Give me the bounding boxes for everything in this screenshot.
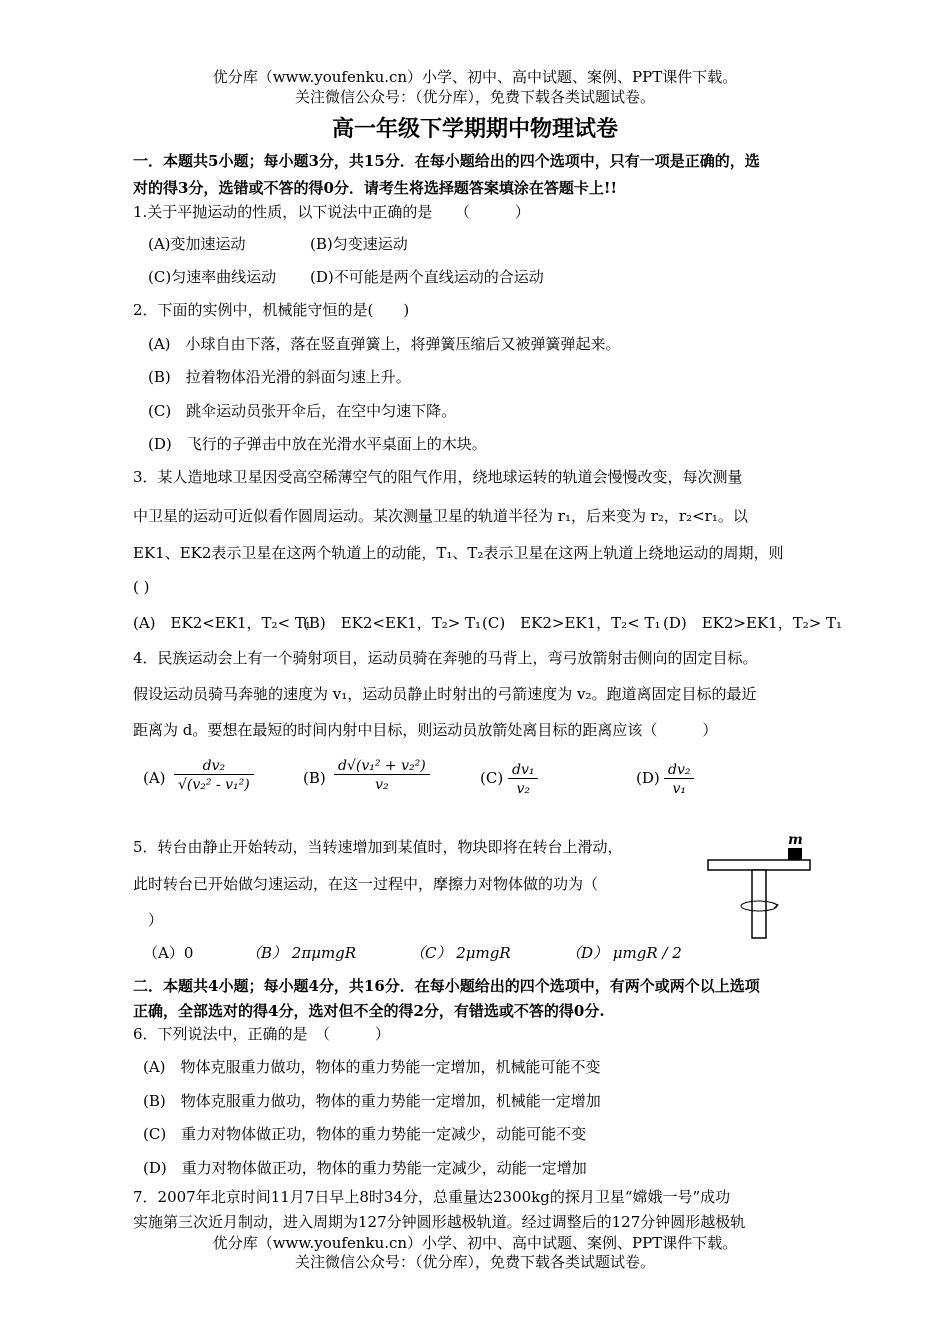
q1-option-b: (B)匀变速运动 xyxy=(310,235,408,253)
q1-stem: 1.关于平抛运动的性质，以下说法中正确的是 （ ） xyxy=(133,203,530,221)
q4-a-denominator: √(v₂² - v₁²) xyxy=(174,774,254,793)
q1-option-d: (D)不可能是两个直线运动的合运动 xyxy=(310,268,544,286)
q3-line-3: EK1、EK2表示卫星在这两个轨道上的动能，T₁、T₂表示卫星在这两上轨道上绕地运动的周期，则 xyxy=(133,544,784,562)
section2-line-1: 二．本题共4小题；每小题4分，共16分．在每小题给出的四个选项中，有两个或两个以上选项 xyxy=(133,977,760,995)
q4-b-numerator: d√(v₁² + v₂²) xyxy=(338,758,426,774)
q5-line-1: 5．转台由静止开始转动，当转速增加到某值时，物块即将在转台上滑动， xyxy=(133,838,623,856)
q4-c-numerator: dv₁ xyxy=(512,762,535,778)
q3-line-4: ( ) xyxy=(133,578,150,596)
footer-line-1: 优分库（www.youfenku.cn）小学、初中、高中试题、案例、PPT课件下载。 xyxy=(212,1234,738,1252)
footer-line-2: 关注微信公众号：（优分库），免费下载各类试题试卷。 xyxy=(294,1253,655,1271)
q4-option-a-formula xyxy=(174,758,254,793)
q2-option-b: (B) 拉着物体沿光滑的斜面匀速上升。 xyxy=(148,368,411,386)
turntable-shaft xyxy=(752,870,766,938)
block-mass-label: m xyxy=(788,832,803,848)
q4-b-denominator: v₂ xyxy=(334,774,430,793)
q6-option-d: (D) 重力对物体做正功，物体的重力势能一定减少，动能一定增加 xyxy=(143,1159,587,1177)
q4-option-c-label: (C) xyxy=(480,769,504,787)
q5-line-2: 此时转台已开始做匀速运动，在这一过程中，摩擦力对物体做的功为（ xyxy=(133,875,599,893)
q4-a-numerator: dv₂ xyxy=(202,758,226,774)
q4-c-denominator: v₂ xyxy=(508,778,538,797)
q1-option-a: (A)变加速运动 xyxy=(148,235,246,253)
q3-option-c: (C) EK2>EK1，T₂< T₁ xyxy=(482,614,661,632)
q2-stem: 2．下面的实例中，机械能守恒的是( ) xyxy=(133,301,410,319)
header-line-2: 关注微信公众号：（优分库），免费下载各类试题试卷。 xyxy=(294,88,655,106)
q4-option-d-formula xyxy=(664,762,694,797)
turntable-disc xyxy=(708,860,810,870)
block xyxy=(788,848,802,860)
q5-option-d: （D） μmgR / 2 xyxy=(566,944,682,962)
q4-d-denominator: v₁ xyxy=(664,778,694,797)
q5-option-b: （B） 2πμmgR xyxy=(246,944,357,962)
q2-option-d: (D) 飞行的子弹击中放在光滑水平桌面上的木块。 xyxy=(148,435,487,453)
q6-stem: 6．下列说法中，正确的是 （ ） xyxy=(133,1025,391,1043)
q4-line-3: 距离为 d。要想在最短的时间内射中目标，则运动员放箭处离目标的距离应该（ ） xyxy=(133,721,718,739)
q4-line-1: 4．民族运动会上有一个骑射项目，运动员骑在奔驰的马背上，弯弓放箭射击侧向的固定目标。 xyxy=(133,649,758,667)
q3-option-a: (A) EK2<EK1，T₂< T₁ xyxy=(133,614,311,632)
q4-option-c-formula xyxy=(508,762,538,797)
q6-option-a: (A) 物体克服重力做功，物体的重力势能一定增加，机械能可能不变 xyxy=(143,1058,601,1076)
q4-option-b-formula xyxy=(334,758,430,793)
q1-option-c: (C)匀速率曲线运动 xyxy=(148,268,277,286)
q6-option-c: (C) 重力对物体做正功，物体的重力势能一定减少，动能可能不变 xyxy=(143,1125,587,1143)
section1-line-2: 对的得3分，选错或不答的得0分．请考生将选择题答案填涂在答题卡上!! xyxy=(133,179,618,197)
q7-line-1: 7．2007年北京时间11月7日早上8时34分，总重量达2300kg的探月卫星“嫦娥一号”成功 xyxy=(133,1188,731,1206)
section2-line-2: 正确，全部选对的得4分，选对但不全的得2分，有错选或不答的得0分. xyxy=(133,1002,605,1020)
section1-line-1: 一．本题共5小题；每小题3分，共15分．在每小题给出的四个选项中，只有一项是正确的，选 xyxy=(133,152,760,170)
q5-option-a: （A）0 xyxy=(143,944,194,962)
q4-d-numerator: dv₂ xyxy=(668,762,691,778)
q2-option-c: (C) 跳伞运动员张开伞后，在空中匀速下降。 xyxy=(148,402,457,420)
q5-line-3: ） xyxy=(148,911,164,929)
q4-option-b-label: (B) xyxy=(303,769,326,787)
q7-line-2: 实施第三次近月制动，进入周期为127分钟圆形越极轨道。经过调整后的127分钟圆形越极轨 xyxy=(133,1213,746,1231)
rotation-arrowhead xyxy=(773,903,778,908)
q5-option-c: （C） 2μmgR xyxy=(410,944,511,962)
header-line-1: 优分库（www.youfenku.cn）小学、初中、高中试题、案例、PPT课件下载。 xyxy=(212,68,738,86)
q3-option-b: (B) EK2<EK1，T₂> T₁ xyxy=(303,614,482,632)
q6-option-b: (B) 物体克服重力做功，物体的重力势能一定增加，机械能一定增加 xyxy=(143,1092,601,1110)
q4-line-2: 假设运动员骑马奔驰的速度为 v₁，运动员静止时射出的弓箭速度为 v₂。跑道离固定目标的最近 xyxy=(133,685,757,703)
page-title: 高一年级下学期期中物理试卷 xyxy=(331,116,618,142)
q4-option-a-label: (A) xyxy=(143,769,166,787)
q3-line-1: 3．某人造地球卫星因受高空稀薄空气的阻气作用，绕地球运转的轨道会慢慢改变，每次测量 xyxy=(133,468,743,486)
q3-option-d: (D) EK2>EK1，T₂> T₁ xyxy=(663,614,843,632)
q3-line-2: 中卫星的运动可近似看作圆周运动。某次测量卫星的轨道半径为 r₁，后来变为 r₂，r₂<r₁。以 xyxy=(133,507,748,525)
turntable-figure xyxy=(700,828,820,944)
q4-option-d-label: (D) xyxy=(636,769,660,787)
q2-option-a: (A) 小球自由下落，落在竖直弹簧上，将弹簧压缩后又被弹簧弹起来。 xyxy=(148,335,621,353)
